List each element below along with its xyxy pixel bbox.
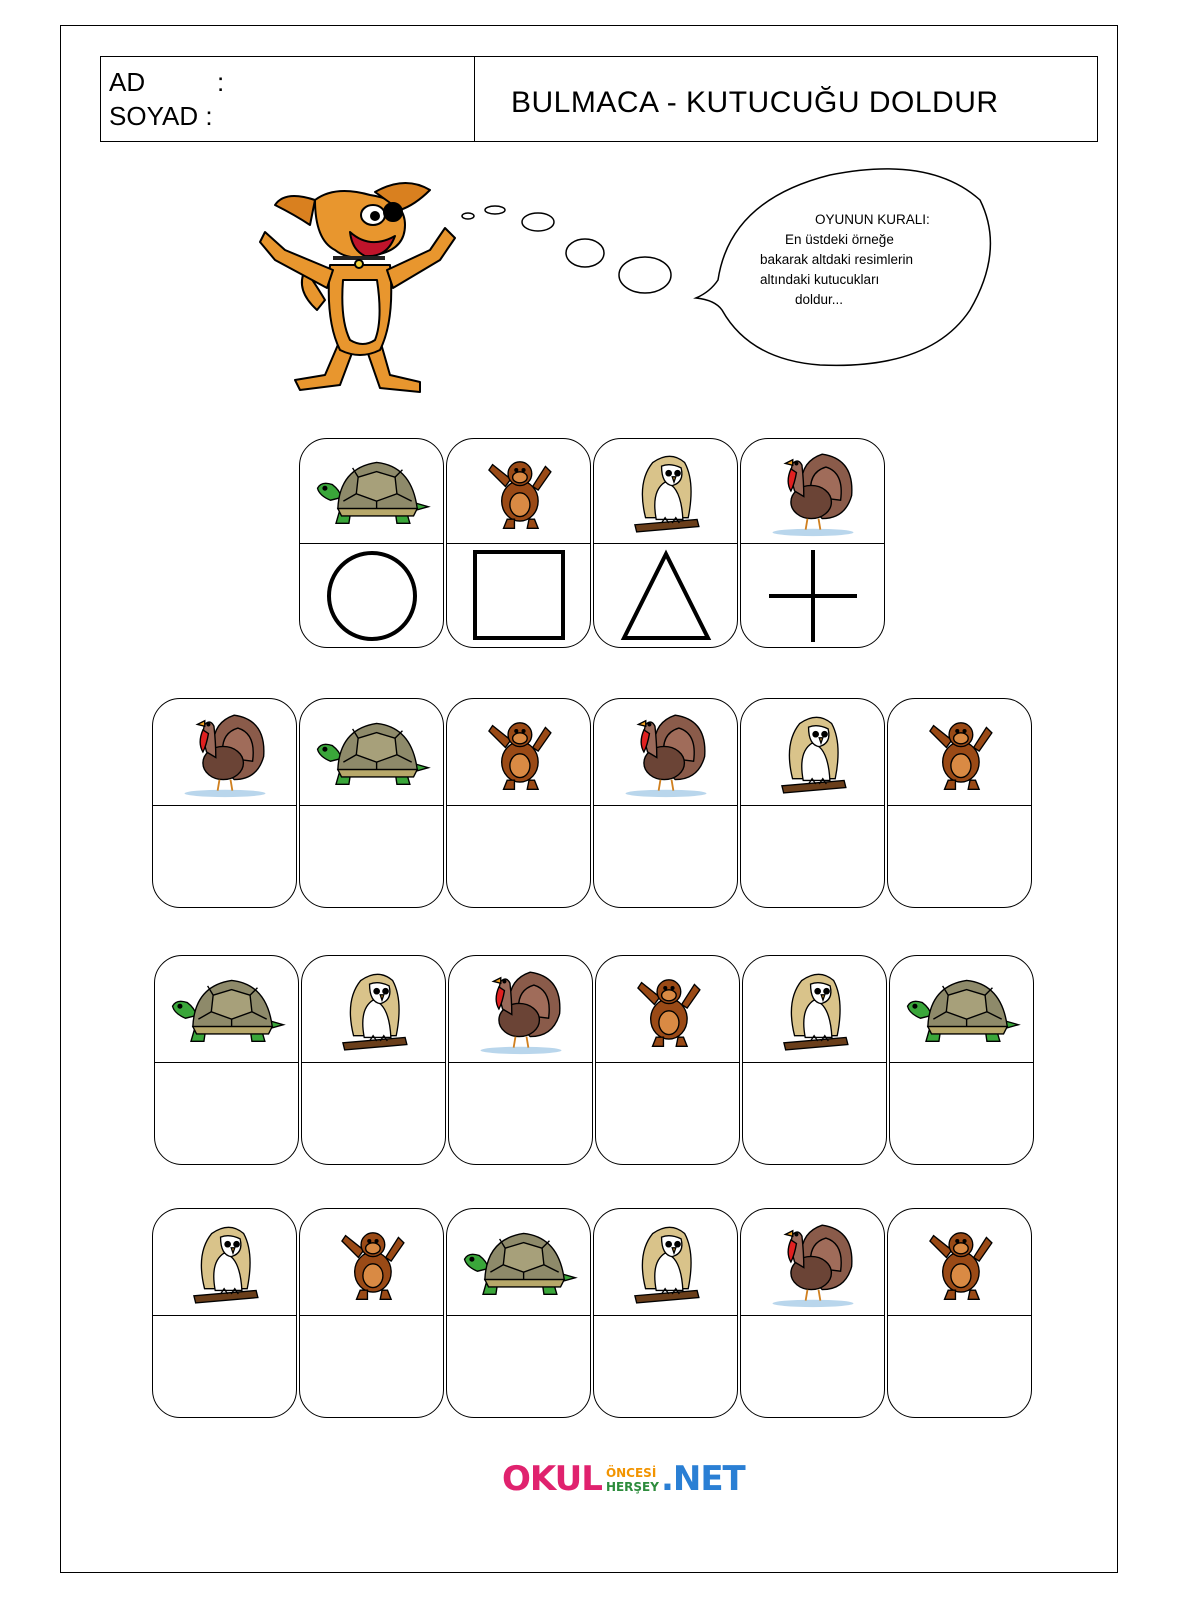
key-cell <box>740 438 885 648</box>
key-grid <box>299 438 887 648</box>
exercise-cell[interactable] <box>152 1208 297 1418</box>
answer-box[interactable] <box>300 806 443 907</box>
monkey-icon <box>596 956 739 1063</box>
exercise-row-2 <box>154 955 1036 1165</box>
answer-box[interactable] <box>594 1316 737 1417</box>
answer-box[interactable] <box>741 1316 884 1417</box>
exercise-cell[interactable] <box>740 698 885 908</box>
exercise-cell[interactable] <box>593 698 738 908</box>
answer-box[interactable] <box>888 806 1031 907</box>
turtle-icon <box>300 439 443 544</box>
answer-box[interactable] <box>447 1316 590 1417</box>
title-area <box>475 57 1097 141</box>
rule-line: bakarak altdaki resimlerin <box>760 252 914 267</box>
site-logo <box>502 1459 745 1499</box>
rule-line: En üstdeki örneğe <box>785 232 894 247</box>
monkey-icon <box>888 699 1031 806</box>
page-title: BULMACA - KUTUCUĞU DOLDUR <box>511 86 999 119</box>
turtle-icon <box>447 1209 590 1316</box>
answer-box[interactable] <box>890 1063 1033 1164</box>
exercise-cell[interactable] <box>595 955 740 1165</box>
exercise-cell[interactable] <box>154 955 299 1165</box>
logo-text-oncesi: ÖNCESİ <box>605 1466 657 1480</box>
exercise-cell[interactable] <box>887 1208 1032 1418</box>
owl-icon <box>741 699 884 806</box>
exercise-cell[interactable] <box>446 698 591 908</box>
logo-text-okul: OKUL <box>502 1459 602 1499</box>
dog-mascot-image <box>255 170 465 400</box>
rule-text <box>760 210 1000 310</box>
name-fields <box>101 57 475 141</box>
exercise-cell[interactable] <box>152 698 297 908</box>
answer-box[interactable] <box>302 1063 445 1164</box>
answer-box[interactable] <box>153 1316 296 1417</box>
turkey-icon <box>594 699 737 806</box>
name-colon: : <box>217 67 225 97</box>
logo-text-hersey: HERŞEY <box>605 1480 659 1494</box>
exercise-cell[interactable] <box>446 1208 591 1418</box>
turkey-icon <box>449 956 592 1063</box>
monkey-icon <box>888 1209 1031 1316</box>
monkey-icon <box>300 1209 443 1316</box>
square-symbol-icon <box>447 544 590 647</box>
monkey-icon <box>447 439 590 544</box>
owl-icon <box>594 439 737 544</box>
owl-icon <box>302 956 445 1063</box>
answer-box[interactable] <box>449 1063 592 1164</box>
answer-box[interactable] <box>155 1063 298 1164</box>
exercise-row-3 <box>152 1208 1034 1418</box>
key-cell <box>446 438 591 648</box>
rule-heading: OYUNUN KURALI: <box>815 212 930 227</box>
key-cell <box>593 438 738 648</box>
answer-box[interactable] <box>741 806 884 907</box>
answer-box[interactable] <box>743 1063 886 1164</box>
exercise-cell[interactable] <box>299 1208 444 1418</box>
exercise-row-1 <box>152 698 1034 908</box>
exercise-cell[interactable] <box>889 955 1034 1165</box>
turkey-icon <box>741 1209 884 1316</box>
exercise-cell[interactable] <box>740 1208 885 1418</box>
exercise-cell[interactable] <box>742 955 887 1165</box>
surname-label: SOYAD : <box>109 101 213 131</box>
answer-box[interactable] <box>888 1316 1031 1417</box>
triangle-symbol-icon <box>594 544 737 647</box>
exercise-cell[interactable] <box>448 955 593 1165</box>
answer-box[interactable] <box>447 806 590 907</box>
name-label: AD <box>109 67 146 97</box>
exercise-cell[interactable] <box>301 955 446 1165</box>
turtle-icon <box>890 956 1033 1063</box>
exercise-cell[interactable] <box>887 698 1032 908</box>
turtle-icon <box>300 699 443 806</box>
logo-text-net: .NET <box>660 1459 745 1499</box>
rule-line: altındaki kutucukları <box>760 272 880 287</box>
answer-box[interactable] <box>594 806 737 907</box>
turkey-icon <box>153 699 296 806</box>
rule-line: doldur... <box>795 292 844 307</box>
circle-symbol-icon <box>300 544 443 647</box>
header-box <box>100 56 1098 142</box>
plus-symbol-icon <box>741 544 884 647</box>
answer-box[interactable] <box>596 1063 739 1164</box>
owl-icon <box>743 956 886 1063</box>
turkey-icon <box>741 439 884 544</box>
owl-icon <box>153 1209 296 1316</box>
monkey-icon <box>447 699 590 806</box>
turtle-icon <box>155 956 298 1063</box>
exercise-cell[interactable] <box>593 1208 738 1418</box>
logo-stack <box>606 1466 659 1494</box>
key-cell <box>299 438 444 648</box>
owl-icon <box>594 1209 737 1316</box>
answer-box[interactable] <box>153 806 296 907</box>
answer-box[interactable] <box>300 1316 443 1417</box>
exercise-cell[interactable] <box>299 698 444 908</box>
